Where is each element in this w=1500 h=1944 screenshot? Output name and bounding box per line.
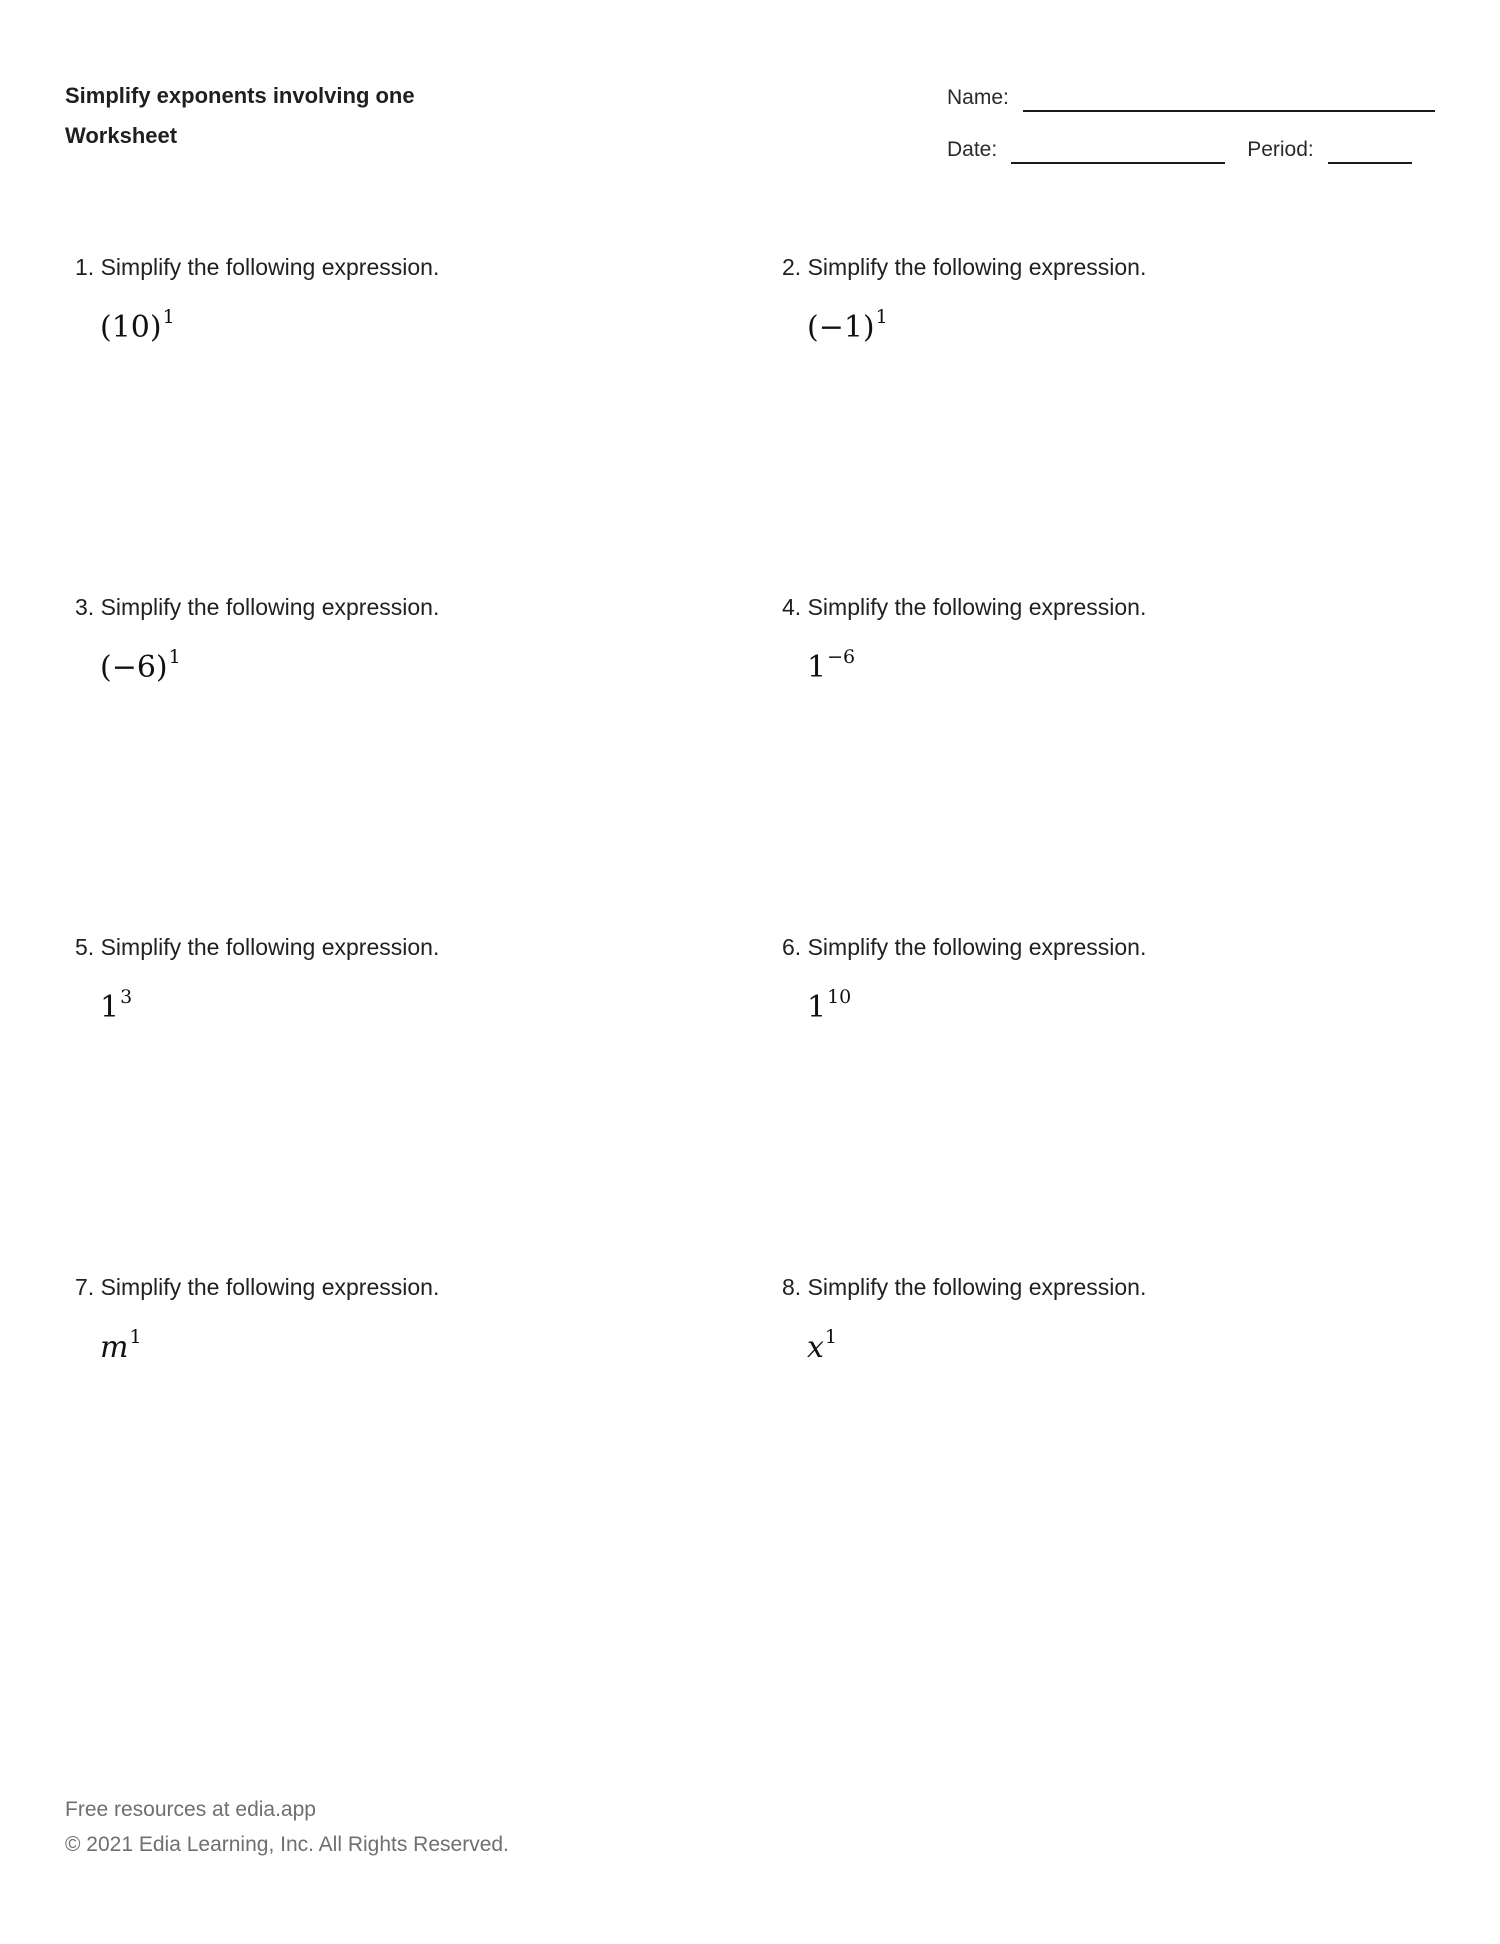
problem-7 bbox=[0, 1272, 750, 1612]
expression-base: (−6) bbox=[100, 650, 168, 685]
problem-1-prompt bbox=[75, 252, 750, 282]
expression-exponent: 1 bbox=[162, 306, 175, 328]
footer-copyright-line: © 2021 Edia Learning, Inc. All Rights Reserved. bbox=[65, 1833, 509, 1856]
expression-exponent: 1 bbox=[129, 1326, 142, 1348]
problem-5-expression bbox=[100, 986, 750, 1030]
problem-8-number: 8. bbox=[782, 1274, 802, 1300]
expression-exponent: 1 bbox=[875, 306, 888, 328]
expression-base: (−1) bbox=[807, 310, 875, 345]
problem-6-number: 6. bbox=[782, 934, 802, 960]
expression-base: m bbox=[100, 1330, 129, 1365]
problem-4 bbox=[750, 592, 1500, 932]
problem-3-expression bbox=[100, 646, 750, 690]
problem-5-number: 5. bbox=[75, 934, 95, 960]
problem-8-expression bbox=[807, 1326, 1500, 1370]
problem-4-prompt bbox=[782, 592, 1500, 622]
problem-row-2 bbox=[0, 592, 1500, 932]
period-blank-line bbox=[1328, 140, 1412, 164]
page-subtitle: Worksheet bbox=[65, 123, 178, 148]
problem-4-text: Simplify the following expression. bbox=[807, 594, 1147, 620]
problem-2-expression bbox=[807, 306, 1500, 350]
problem-6-prompt bbox=[782, 932, 1500, 962]
name-blank-line bbox=[1023, 88, 1435, 112]
problem-7-text: Simplify the following expression. bbox=[100, 1274, 440, 1300]
problem-4-expression bbox=[807, 646, 1500, 690]
problem-row-1 bbox=[0, 252, 1500, 592]
problem-1-text: Simplify the following expression. bbox=[100, 254, 440, 280]
problem-row-4 bbox=[0, 1272, 1500, 1612]
problem-1-number: 1. bbox=[75, 254, 95, 280]
problem-3-prompt bbox=[75, 592, 750, 622]
page-footer bbox=[65, 1792, 509, 1862]
problem-7-number: 7. bbox=[75, 1274, 95, 1300]
title-block bbox=[65, 76, 625, 164]
problem-6 bbox=[750, 932, 1500, 1272]
problem-6-expression bbox=[807, 986, 1500, 1030]
problem-5-prompt bbox=[75, 932, 750, 962]
problem-2-number: 2. bbox=[782, 254, 802, 280]
problems-grid bbox=[0, 252, 1500, 1612]
page-title: Simplify exponents involving one bbox=[65, 83, 415, 108]
problem-8-text: Simplify the following expression. bbox=[807, 1274, 1147, 1300]
expression-exponent: −6 bbox=[827, 646, 856, 668]
expression-base: 1 bbox=[807, 650, 827, 685]
period-label: Period: bbox=[1247, 138, 1314, 161]
problem-2 bbox=[750, 252, 1500, 592]
date-label: Date: bbox=[947, 138, 998, 161]
problem-8-prompt bbox=[782, 1272, 1500, 1302]
problem-7-prompt bbox=[75, 1272, 750, 1302]
expression-exponent: 1 bbox=[168, 646, 181, 668]
expression-base: 1 bbox=[807, 990, 827, 1025]
problem-4-number: 4. bbox=[782, 594, 802, 620]
problem-3-text: Simplify the following expression. bbox=[100, 594, 440, 620]
problem-3 bbox=[0, 592, 750, 932]
name-field-row bbox=[947, 82, 1435, 112]
expression-exponent: 10 bbox=[827, 986, 852, 1008]
expression-exponent: 3 bbox=[120, 986, 133, 1008]
problem-2-prompt bbox=[782, 252, 1500, 282]
problem-2-text: Simplify the following expression. bbox=[807, 254, 1147, 280]
expression-base: 1 bbox=[100, 990, 120, 1025]
expression-base: (10) bbox=[100, 310, 162, 345]
problem-7-expression bbox=[100, 1326, 750, 1370]
problem-5-text: Simplify the following expression. bbox=[100, 934, 440, 960]
worksheet-header bbox=[0, 0, 1500, 164]
date-blank-line bbox=[1011, 140, 1225, 164]
name-label: Name: bbox=[947, 86, 1009, 109]
expression-exponent: 1 bbox=[824, 1326, 838, 1348]
problem-5 bbox=[0, 932, 750, 1272]
expression-base: x bbox=[807, 1330, 824, 1365]
date-period-field-row bbox=[947, 134, 1435, 164]
problem-6-text: Simplify the following expression. bbox=[807, 934, 1147, 960]
problem-row-3 bbox=[0, 932, 1500, 1272]
problem-8 bbox=[750, 1272, 1500, 1612]
problem-1-expression bbox=[100, 306, 750, 350]
footer-resources-line: Free resources at edia.app bbox=[65, 1798, 316, 1821]
student-fields bbox=[947, 76, 1435, 164]
problem-1 bbox=[0, 252, 750, 592]
problem-3-number: 3. bbox=[75, 594, 95, 620]
